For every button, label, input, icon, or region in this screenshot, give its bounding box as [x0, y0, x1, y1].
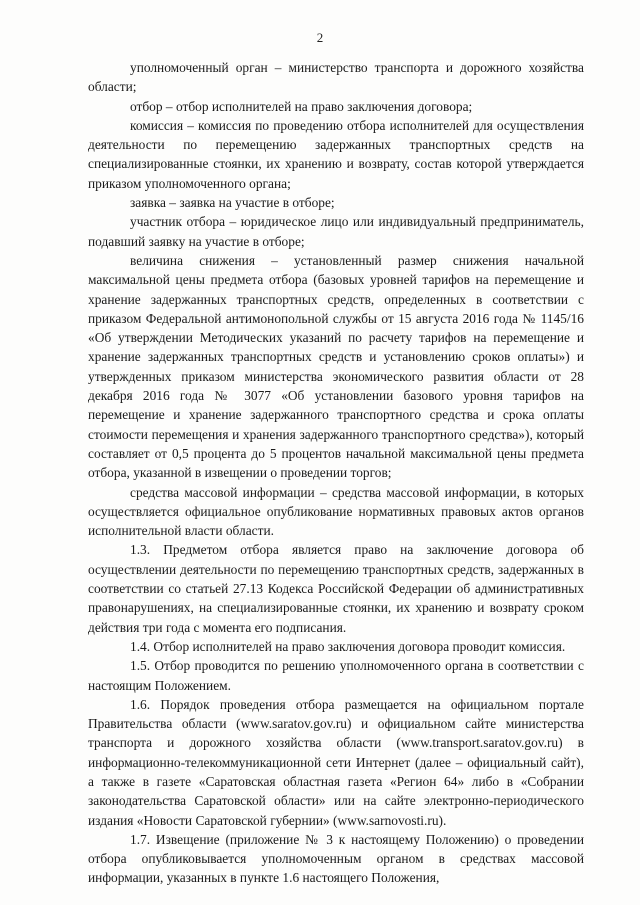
clause-1-4: 1.4. Отбор исполнителей на право заключения договора проводит комиссия. [130, 638, 566, 654]
definition-reduction-amount: величина снижения – установленный размер снижения начальной максимальной цены предмета отбора (базовых уровней тарифов на перемещение и хранение задержанных транспортных средств, определенных в соответствии с приказом Федеральной антимонопольной службы от 15 августа 2016 года № 1145/16 «Об утверждении Методических указаний по расчету тарифов на перемещение и хранение задержанных транспортных средств и установлению сроков оплаты») и утвержденных приказом министерства экономического развития области от 28 декабря 2016 года № 3077 «Об установлении базового уровня тарифов на перемещение и хранение задержанного транспортного средства и срока оплаты стоимости перемещения и хранения задержанного транспортного средства»), который составляет от 0,5 процента до 5 процентов начальной максимальной цены предмета отбора, указанной в извещении о проведении торгов; [88, 252, 584, 481]
definition-application: заявка – заявка на участие в отборе; [130, 195, 335, 211]
definition-authorized-body: уполномоченный орган – министерство транспорта и дорожного хозяйства области; [88, 60, 584, 95]
clause-1-3: 1.3. Предметом отбора является право на заключение договора об осуществлении деятельности по перемещению транспортных средств, задержанных в соответствии со статьей 27.13 Кодекса Российской Федерации об административных правонарушениях, на специализированные стоянки, их хранению и возврату сроком действия три года с момента его подписания. [88, 542, 584, 635]
definition-participant: участник отбора – юридическое лицо или индивидуальный предприниматель, подавший заявку на участие в отборе; [88, 214, 584, 249]
clause-1-6: 1.6. Порядок проведения отбора размещается на официальном портале Правительства области (www.saratov.gov.ru) и официальном сайте министерства транспорта и дорожного хозяйства области (www.transport.saratov.gov.ru) в информационно-телекоммуникационной сети Интернет (далее – официальный сайт), а также в газете «Саратовская областная газета «Регион 64» либо в «Собрании законодательства Саратовской области» или на сайте электронно-периодического издания «Новости Саратовской губернии» (www.sarnovosti.ru). [88, 696, 584, 828]
definition-selection: отбор – отбор исполнителей на право заключения договора; [130, 98, 473, 114]
definition-mass-media: средства массовой информации – средства массовой информации, в которых осуществляется официальное опубликование нормативных правовых актов органов исполнительной власти области. [88, 484, 584, 539]
definition-commission: комиссия – комиссия по проведению отбора исполнителей для осуществления деятельности по перемещению задержанных транспортных средств на специализированные стоянки, их хранению и возврату, состав которой утверждается приказом уполномоченного органа; [88, 117, 584, 191]
clause-1-5: 1.5. Отбор проводится по решению уполномоченного органа в соответствии с настоящим Положением. [88, 658, 584, 693]
clause-1-7: 1.7. Извещение (приложение № 3 к настоящему Положению) о проведении отбора опубликовывается уполномоченным органом в средствах массовой информации, указанных в пункте 1.6 настоящего Положения, [88, 831, 584, 886]
page-number: 2 [316, 30, 324, 45]
document-body [88, 58, 584, 888]
